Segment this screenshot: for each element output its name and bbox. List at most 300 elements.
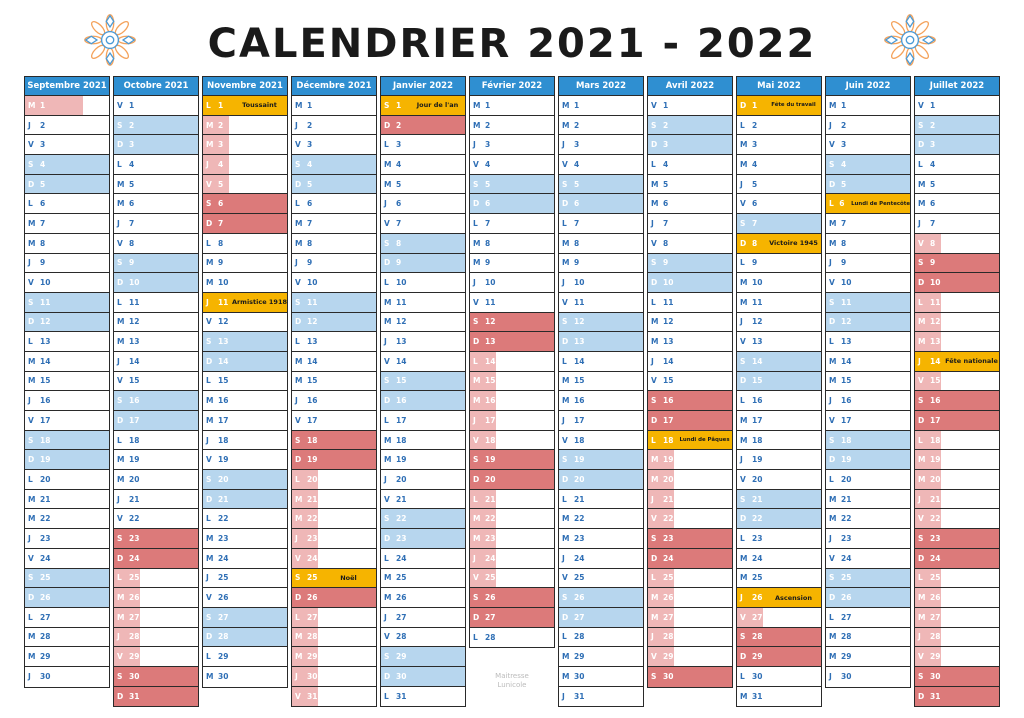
day-cell bbox=[648, 588, 732, 608]
day-cell bbox=[292, 431, 376, 451]
day-number: 5 bbox=[841, 179, 847, 189]
day-number: 13 bbox=[129, 337, 140, 347]
day-letter: L bbox=[562, 632, 567, 642]
day-cell bbox=[203, 116, 287, 136]
day-cell bbox=[648, 490, 732, 510]
day-cell bbox=[470, 313, 554, 333]
day-number: 14 bbox=[574, 356, 585, 366]
day-number: 26 bbox=[218, 593, 229, 603]
day-letter: S bbox=[740, 632, 746, 642]
day-cell bbox=[381, 667, 465, 687]
day-letter: M bbox=[562, 652, 570, 662]
day-letter: V bbox=[829, 415, 835, 425]
day-cell bbox=[292, 450, 376, 470]
day-letter: J bbox=[562, 415, 565, 425]
day-cell bbox=[915, 529, 999, 549]
month-header: Mai 2022 bbox=[737, 77, 821, 96]
day-number: 22 bbox=[40, 514, 51, 524]
day-letter: D bbox=[473, 199, 480, 209]
day-number: 31 bbox=[396, 691, 407, 701]
day-letter: M bbox=[829, 238, 837, 248]
day-letter: M bbox=[473, 514, 481, 524]
day-number: 30 bbox=[307, 671, 318, 681]
day-cell bbox=[114, 667, 198, 687]
day-letter: M bbox=[206, 533, 214, 543]
day-cell bbox=[470, 273, 554, 293]
day-cell bbox=[826, 647, 910, 667]
day-letter: D bbox=[562, 612, 569, 622]
day-letter: S bbox=[28, 159, 34, 169]
day-letter: J bbox=[473, 278, 476, 288]
day-number: 19 bbox=[574, 455, 585, 465]
day-letter: M bbox=[829, 514, 837, 524]
day-letter: L bbox=[28, 199, 33, 209]
day-cell bbox=[203, 431, 287, 451]
day-number: 25 bbox=[40, 573, 51, 583]
day-number: 10 bbox=[396, 278, 407, 288]
day-cell bbox=[915, 96, 999, 116]
day-number: 26 bbox=[752, 593, 763, 603]
day-letter: J bbox=[117, 494, 120, 504]
day-letter: S bbox=[740, 356, 746, 366]
day-cell bbox=[114, 608, 198, 628]
day-cell bbox=[737, 391, 821, 411]
day-number: 21 bbox=[930, 494, 941, 504]
day-cell bbox=[915, 490, 999, 510]
day-letter: D bbox=[651, 278, 658, 288]
day-cell bbox=[915, 372, 999, 392]
day-cell bbox=[203, 450, 287, 470]
day-cell bbox=[470, 254, 554, 274]
day-cell bbox=[826, 135, 910, 155]
day-letter: M bbox=[206, 415, 214, 425]
day-cell bbox=[826, 96, 910, 116]
day-letter: V bbox=[918, 376, 924, 386]
day-cell bbox=[826, 372, 910, 392]
day-number: 25 bbox=[218, 573, 229, 583]
day-cell bbox=[292, 194, 376, 214]
day-cell bbox=[114, 529, 198, 549]
day-number: 14 bbox=[663, 356, 674, 366]
day-cell bbox=[114, 293, 198, 313]
day-cell bbox=[559, 569, 643, 589]
day-cell bbox=[737, 411, 821, 431]
day-number: 11 bbox=[129, 297, 140, 307]
month-column bbox=[113, 76, 199, 707]
day-cell bbox=[381, 431, 465, 451]
day-letter: M bbox=[384, 297, 392, 307]
day-letter: V bbox=[295, 415, 301, 425]
day-cell bbox=[470, 608, 554, 628]
day-letter: D bbox=[740, 100, 747, 110]
day-number: 17 bbox=[574, 415, 585, 425]
day-cell bbox=[25, 273, 109, 293]
day-letter: M bbox=[562, 238, 570, 248]
day-letter: V bbox=[206, 455, 212, 465]
day-letter: M bbox=[829, 218, 837, 228]
month-header: Mars 2022 bbox=[559, 77, 643, 96]
day-letter: J bbox=[918, 356, 921, 366]
day-cell bbox=[915, 214, 999, 234]
day-cell bbox=[114, 470, 198, 490]
day-letter: L bbox=[384, 278, 389, 288]
day-letter: S bbox=[829, 159, 835, 169]
day-number: 23 bbox=[752, 533, 763, 543]
day-number: 30 bbox=[574, 671, 585, 681]
day-letter: D bbox=[117, 691, 124, 701]
day-letter: M bbox=[740, 691, 748, 701]
day-number: 29 bbox=[752, 652, 763, 662]
day-number: 24 bbox=[307, 553, 318, 563]
day-number: 27 bbox=[129, 612, 140, 622]
day-cell bbox=[25, 254, 109, 274]
day-number: 3 bbox=[40, 140, 46, 150]
day-cell bbox=[648, 352, 732, 372]
day-letter: S bbox=[206, 199, 212, 209]
day-number: 2 bbox=[841, 120, 847, 130]
day-number: 21 bbox=[663, 494, 674, 504]
day-letter: L bbox=[384, 553, 389, 563]
day-number: 24 bbox=[129, 553, 140, 563]
day-cell bbox=[25, 647, 109, 667]
day-number: 3 bbox=[841, 140, 847, 150]
day-letter: M bbox=[384, 159, 392, 169]
day-cell bbox=[737, 628, 821, 648]
day-cell bbox=[915, 155, 999, 175]
day-cell bbox=[470, 628, 554, 648]
day-cell bbox=[203, 352, 287, 372]
day-letter: L bbox=[651, 573, 656, 583]
month-header: Janvier 2022 bbox=[381, 77, 465, 96]
day-cell bbox=[114, 214, 198, 234]
day-letter: M bbox=[829, 632, 837, 642]
day-number: 9 bbox=[752, 258, 758, 268]
day-cell bbox=[737, 667, 821, 687]
day-cell bbox=[114, 352, 198, 372]
day-letter: L bbox=[473, 356, 478, 366]
day-letter: L bbox=[206, 100, 211, 110]
day-letter: V bbox=[740, 612, 746, 622]
day-number: 10 bbox=[663, 278, 674, 288]
day-letter: M bbox=[651, 337, 659, 347]
day-cell bbox=[915, 391, 999, 411]
day-letter: J bbox=[562, 691, 565, 701]
day-number: 16 bbox=[218, 396, 229, 406]
day-letter: M bbox=[206, 140, 214, 150]
day-letter: S bbox=[829, 573, 835, 583]
day-cell bbox=[559, 470, 643, 490]
day-cell bbox=[737, 608, 821, 628]
day-letter: M bbox=[206, 278, 214, 288]
day-cell bbox=[737, 254, 821, 274]
day-cell bbox=[203, 313, 287, 333]
day-cell bbox=[559, 135, 643, 155]
day-cell bbox=[381, 254, 465, 274]
day-cell bbox=[648, 313, 732, 333]
day-number: 23 bbox=[307, 533, 318, 543]
day-number: 9 bbox=[930, 258, 936, 268]
day-number: 25 bbox=[485, 573, 496, 583]
day-number: 24 bbox=[396, 553, 407, 563]
day-letter: M bbox=[384, 317, 392, 327]
day-number: 17 bbox=[40, 415, 51, 425]
day-letter: D bbox=[384, 120, 391, 130]
day-number: 19 bbox=[218, 455, 229, 465]
day-number: 6 bbox=[485, 199, 491, 209]
day-letter: M bbox=[740, 159, 748, 169]
day-letter: J bbox=[740, 593, 743, 603]
day-letter: V bbox=[28, 278, 34, 288]
day-letter: J bbox=[829, 533, 832, 543]
day-cell bbox=[114, 569, 198, 589]
day-letter: V bbox=[28, 553, 34, 563]
day-number: 20 bbox=[485, 474, 496, 484]
day-number: 7 bbox=[752, 218, 758, 228]
day-letter: D bbox=[295, 455, 302, 465]
day-cell bbox=[470, 352, 554, 372]
day-number: 10 bbox=[574, 278, 585, 288]
day-cell bbox=[25, 450, 109, 470]
day-number: 8 bbox=[485, 238, 491, 248]
day-cell bbox=[915, 628, 999, 648]
day-letter: S bbox=[473, 593, 479, 603]
day-number: 18 bbox=[574, 435, 585, 445]
day-letter: D bbox=[295, 317, 302, 327]
day-letter: L bbox=[28, 474, 33, 484]
day-number: 7 bbox=[129, 218, 135, 228]
day-letter: V bbox=[473, 297, 479, 307]
day-letter: V bbox=[28, 415, 34, 425]
day-number: 1 bbox=[485, 100, 491, 110]
day-number: 23 bbox=[574, 533, 585, 543]
day-cell bbox=[114, 628, 198, 648]
holiday-name: Fête du travail bbox=[771, 102, 816, 109]
day-letter: V bbox=[384, 218, 390, 228]
day-cell bbox=[114, 588, 198, 608]
day-number: 6 bbox=[663, 199, 669, 209]
day-letter: D bbox=[829, 179, 836, 189]
day-number: 12 bbox=[930, 317, 941, 327]
day-cell bbox=[737, 509, 821, 529]
day-number: 6 bbox=[930, 199, 936, 209]
day-letter: M bbox=[562, 533, 570, 543]
day-number: 17 bbox=[307, 415, 318, 425]
day-letter: D bbox=[295, 593, 302, 603]
day-cell bbox=[470, 450, 554, 470]
day-number: 6 bbox=[396, 199, 402, 209]
day-letter: J bbox=[473, 140, 476, 150]
day-letter: S bbox=[384, 652, 390, 662]
day-number: 17 bbox=[841, 415, 852, 425]
day-number: 22 bbox=[663, 514, 674, 524]
day-cell bbox=[203, 588, 287, 608]
day-number: 24 bbox=[930, 553, 941, 563]
day-letter: S bbox=[28, 573, 34, 583]
day-letter: V bbox=[829, 553, 835, 563]
day-cell bbox=[470, 135, 554, 155]
day-number: 7 bbox=[663, 218, 669, 228]
day-number: 13 bbox=[930, 337, 941, 347]
day-letter: J bbox=[117, 356, 120, 366]
day-number: 20 bbox=[752, 474, 763, 484]
month-column bbox=[736, 76, 822, 707]
day-cell bbox=[559, 96, 643, 116]
day-cell bbox=[737, 450, 821, 470]
day-letter: D bbox=[384, 671, 391, 681]
day-cell bbox=[292, 214, 376, 234]
day-letter: M bbox=[117, 179, 125, 189]
day-cell bbox=[737, 569, 821, 589]
day-letter: M bbox=[295, 100, 303, 110]
day-number: 10 bbox=[485, 278, 496, 288]
day-number: 13 bbox=[485, 337, 496, 347]
day-number: 2 bbox=[218, 120, 224, 130]
day-number: 2 bbox=[40, 120, 46, 130]
day-number: 8 bbox=[40, 238, 46, 248]
day-number: 14 bbox=[930, 356, 941, 366]
day-number: 30 bbox=[930, 671, 941, 681]
day-cell bbox=[203, 411, 287, 431]
day-letter: J bbox=[562, 140, 565, 150]
day-letter: V bbox=[473, 435, 479, 445]
day-letter: M bbox=[918, 474, 926, 484]
day-letter: L bbox=[295, 474, 300, 484]
day-letter: V bbox=[206, 593, 212, 603]
day-number: 12 bbox=[841, 317, 852, 327]
day-cell bbox=[648, 628, 732, 648]
day-cell bbox=[114, 234, 198, 254]
month-column bbox=[24, 76, 110, 688]
day-letter: V bbox=[651, 514, 657, 524]
day-number: 15 bbox=[930, 376, 941, 386]
day-letter: J bbox=[28, 672, 31, 682]
day-number: 21 bbox=[752, 494, 763, 504]
day-number: 19 bbox=[40, 455, 51, 465]
day-number: 25 bbox=[129, 573, 140, 583]
day-number: 11 bbox=[574, 297, 585, 307]
day-letter: L bbox=[117, 435, 122, 445]
day-number: 21 bbox=[307, 494, 318, 504]
day-letter: L bbox=[206, 652, 211, 662]
day-letter: M bbox=[829, 494, 837, 504]
day-letter: M bbox=[28, 218, 36, 228]
day-cell bbox=[381, 509, 465, 529]
day-number: 18 bbox=[40, 435, 51, 445]
day-cell bbox=[648, 254, 732, 274]
day-cell bbox=[915, 194, 999, 214]
day-letter: J bbox=[473, 553, 476, 563]
day-letter: L bbox=[829, 612, 834, 622]
day-cell bbox=[559, 687, 643, 707]
day-letter: L bbox=[740, 396, 745, 406]
day-letter: M bbox=[28, 494, 36, 504]
day-cell bbox=[737, 687, 821, 707]
day-number: 9 bbox=[841, 258, 847, 268]
day-letter: M bbox=[562, 100, 570, 110]
day-cell bbox=[203, 155, 287, 175]
month-header: Octobre 2021 bbox=[114, 77, 198, 96]
day-number: 6 bbox=[40, 199, 46, 209]
day-number: 22 bbox=[841, 514, 852, 524]
day-letter: D bbox=[206, 632, 213, 642]
day-letter: L bbox=[740, 533, 745, 543]
day-number: 8 bbox=[930, 238, 936, 248]
day-cell bbox=[559, 254, 643, 274]
day-number: 23 bbox=[930, 533, 941, 543]
day-number: 16 bbox=[396, 396, 407, 406]
day-letter: S bbox=[740, 494, 746, 504]
day-letter: S bbox=[562, 317, 568, 327]
day-cell bbox=[25, 529, 109, 549]
day-cell bbox=[737, 214, 821, 234]
day-cell bbox=[292, 391, 376, 411]
day-cell bbox=[559, 490, 643, 510]
day-number: 16 bbox=[841, 396, 852, 406]
day-letter: S bbox=[651, 258, 657, 268]
day-letter: S bbox=[651, 533, 657, 543]
day-number: 18 bbox=[307, 435, 318, 445]
day-letter: J bbox=[651, 356, 654, 366]
day-letter: D bbox=[28, 179, 35, 189]
day-number: 1 bbox=[663, 100, 669, 110]
day-letter: M bbox=[295, 238, 303, 248]
day-letter: M bbox=[117, 474, 125, 484]
day-number: 12 bbox=[485, 317, 496, 327]
day-number: 16 bbox=[485, 396, 496, 406]
day-cell bbox=[25, 293, 109, 313]
day-cell bbox=[114, 313, 198, 333]
day-cell bbox=[737, 529, 821, 549]
day-number: 25 bbox=[930, 573, 941, 583]
day-number: 8 bbox=[129, 238, 135, 248]
day-number: 5 bbox=[485, 179, 491, 189]
day-cell bbox=[737, 116, 821, 136]
day-cell bbox=[826, 450, 910, 470]
day-cell bbox=[25, 628, 109, 648]
day-cell bbox=[915, 293, 999, 313]
month-column bbox=[825, 76, 911, 688]
day-cell bbox=[25, 155, 109, 175]
day-number: 19 bbox=[930, 455, 941, 465]
day-number: 26 bbox=[574, 593, 585, 603]
day-cell bbox=[203, 647, 287, 667]
day-cell bbox=[292, 569, 376, 589]
day-cell bbox=[648, 332, 732, 352]
day-number: 12 bbox=[752, 317, 763, 327]
day-cell bbox=[25, 470, 109, 490]
day-letter: M bbox=[295, 494, 303, 504]
day-letter: S bbox=[384, 238, 390, 248]
day-letter: J bbox=[829, 672, 832, 682]
day-cell bbox=[114, 549, 198, 569]
day-letter: J bbox=[473, 415, 476, 425]
day-number: 30 bbox=[663, 672, 674, 682]
day-letter: L bbox=[384, 140, 389, 150]
holiday-name: Fête nationale bbox=[945, 357, 998, 366]
day-number: 18 bbox=[129, 435, 140, 445]
day-letter: V bbox=[295, 553, 301, 563]
month-header: Avril 2022 bbox=[648, 77, 732, 96]
day-cell bbox=[470, 155, 554, 175]
day-letter: J bbox=[28, 258, 31, 268]
day-cell bbox=[114, 372, 198, 392]
day-letter: V bbox=[562, 573, 568, 583]
day-cell bbox=[203, 194, 287, 214]
day-cell bbox=[292, 273, 376, 293]
day-number: 27 bbox=[752, 612, 763, 622]
day-cell bbox=[915, 470, 999, 490]
day-cell bbox=[915, 588, 999, 608]
